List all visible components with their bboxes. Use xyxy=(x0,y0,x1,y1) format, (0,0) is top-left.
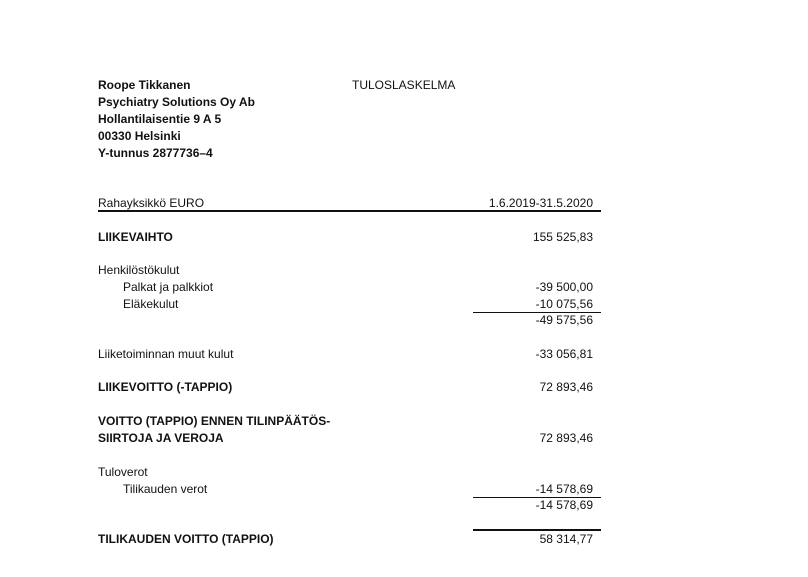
net-profit-value: 58 314,77 xyxy=(539,532,593,546)
wages-label: Palkat ja palkkiot xyxy=(123,280,214,294)
period-label: 1.6.2019-31.5.2020 xyxy=(488,196,593,210)
operating-profit-label: LIIKEVOITTO (-TAPPIO) xyxy=(98,380,233,394)
pre-tax-label-line2: SIIRTOJA JA VEROJA xyxy=(98,431,224,445)
period-tax-value: -14 578,69 xyxy=(535,482,593,496)
other-costs-value: -33 056,81 xyxy=(535,347,593,361)
document-title: TULOSLASKELMA xyxy=(352,78,456,92)
contact-name: Roope Tikkanen xyxy=(98,78,191,92)
header-rule xyxy=(98,210,601,212)
wages-value: -39 500,00 xyxy=(535,280,593,294)
operating-profit-value: 72 893,46 xyxy=(539,380,593,394)
postal-address: 00330 Helsinki xyxy=(98,129,181,143)
company-name: Psychiatry Solutions Oy Ab xyxy=(98,95,255,109)
pension-value: -10 075,56 xyxy=(535,297,593,311)
net-profit-label: TILIKAUDEN VOITTO (TAPPIO) xyxy=(98,532,274,546)
income-tax-total-value: -14 578,69 xyxy=(535,498,593,512)
street-address: Hollantilaisentie 9 A 5 xyxy=(98,112,222,126)
revenue-label: LIIKEVAIHTO xyxy=(98,230,173,244)
currency-label: Rahayksikkö EURO xyxy=(98,196,205,210)
income-tax-label: Tuloverot xyxy=(98,465,148,479)
pension-label: Eläkekulut xyxy=(123,297,179,311)
net-profit-rule xyxy=(473,529,601,531)
period-tax-label: Tilikauden verot xyxy=(123,482,208,496)
pre-tax-value: 72 893,46 xyxy=(539,431,593,445)
business-id: Y-tunnus 2877736–4 xyxy=(98,146,213,160)
personnel-costs-label: Henkilöstökulut xyxy=(98,263,180,277)
personnel-total-value: -49 575,56 xyxy=(535,313,593,327)
revenue-value: 155 525,83 xyxy=(532,230,593,244)
other-costs-label: Liiketoiminnan muut kulut xyxy=(98,347,234,361)
pre-tax-label-line1: VOITTO (TAPPIO) ENNEN TILINPÄÄTÖS- xyxy=(98,414,331,428)
